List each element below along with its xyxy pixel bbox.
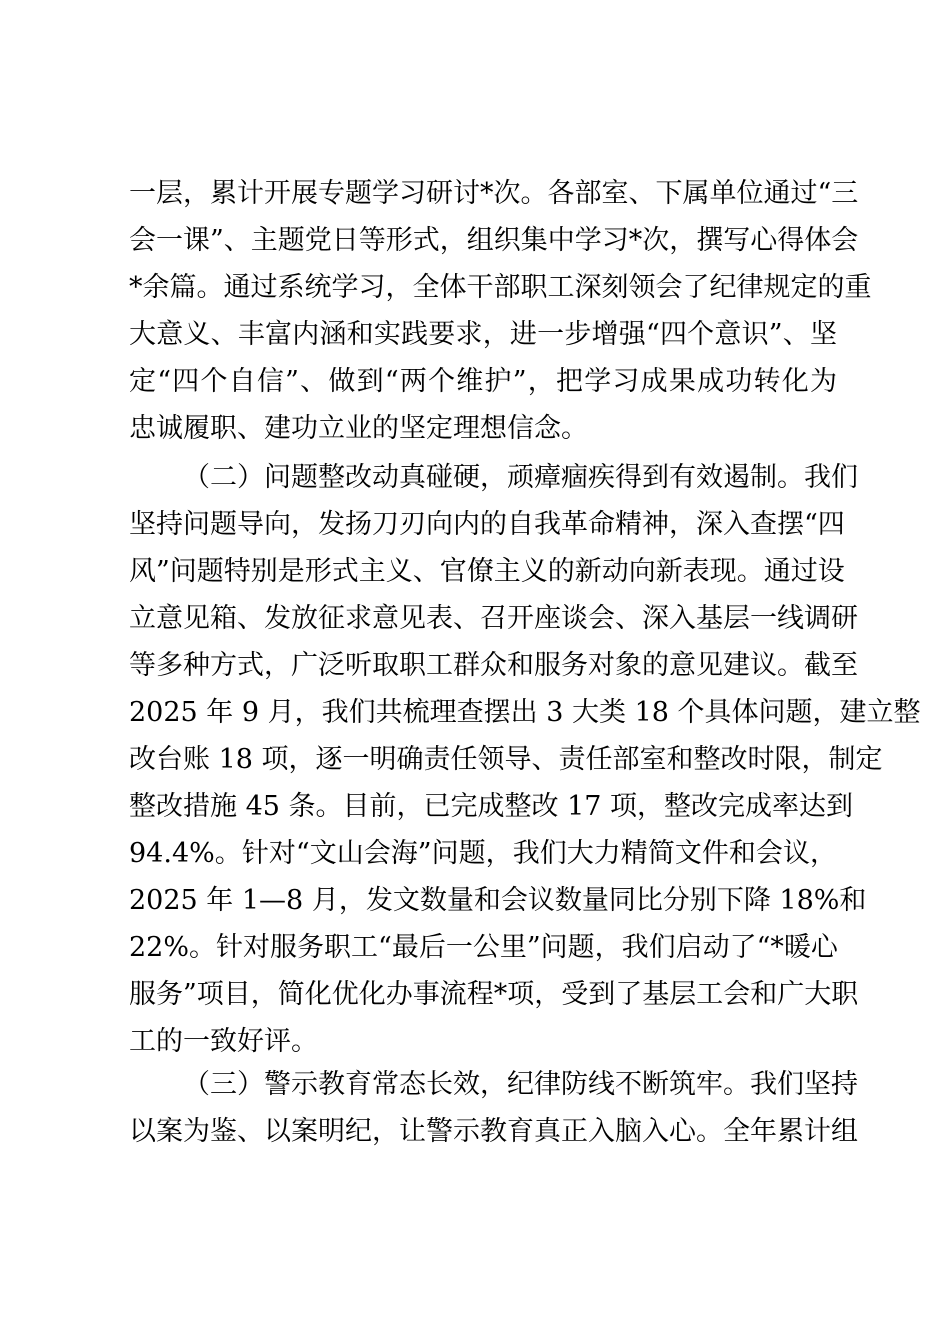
paragraph-warning-education [129,1061,858,1155]
paragraph-line: 忠诚履职、建功立业的坚定理想信念。 [129,413,588,444]
paragraph-study-summary [129,170,872,452]
paragraph-line: 22%。针对服务职工“最后一公里”问题，我们启动了“*暖心 [129,932,838,963]
paragraph-line: 定“四个自信”、做到“两个维护”，把学习成果成功转化为 [129,366,837,397]
paragraph-line: *余篇。通过系统学习，全体干部职工深刻领会了纪律规定的重 [129,272,872,303]
paragraph-rectification [129,454,921,1065]
paragraph-line: 立意见箱、发放征求意见表、召开座谈会、深入基层一线调研 [129,603,858,634]
paragraph-line: 整改措施 45 条。目前，已完成整改 17 项，整改完成率达到 [129,791,854,822]
paragraph-line: 94.4%。针对“文山会海”问题，我们大力精简文件和会议， [129,838,837,869]
paragraph-line: 坚持问题导向，发扬刀刃向内的自我革命精神，深入查摆“四 [129,509,845,540]
paragraph-line: 以案为鉴、以案明纪，让警示教育真正入脑入心。全年累计组 [129,1116,858,1147]
paragraph-line: 等多种方式，广泛听取职工群众和服务对象的意见建议。截至 [129,650,858,681]
paragraph-line: 改台账 18 项，逐一明确责任领导、责任部室和整改时限，制定 [129,744,883,775]
paragraph-line: 2025 年 1—8 月，发文数量和会议数量同比分别下降 18%和 [129,885,867,916]
paragraph-line: 风”问题特别是形式主义、官僚主义的新动向新表现。通过设 [129,556,845,587]
section-heading-line: （二）问题整改动真碰硬，顽瘴痼疾得到有效遏制。我们 [183,462,858,493]
paragraph-line: 一层，累计开展专题学习研讨*次。各部室、下属单位通过“三 [129,178,859,209]
paragraph-line: 会一课”、主题党日等形式，组织集中学习*次，撰写心得体会 [129,225,859,256]
paragraph-line: 服务”项目，简化优化办事流程*项，受到了基层工会和广大职 [129,979,859,1010]
paragraph-line: 2025 年 9 月，我们共梳理查摆出 3 大类 18 个具体问题，建立整 [129,697,921,728]
paragraph-line: 大意义、丰富内涵和实践要求，进一步增强“四个意识”、坚 [129,319,837,350]
section-heading-line: （三）警示教育常态长效，纪律防线不断筑牢。我们坚持 [183,1069,858,1100]
paragraph-line: 工的一致好评。 [129,1026,318,1057]
